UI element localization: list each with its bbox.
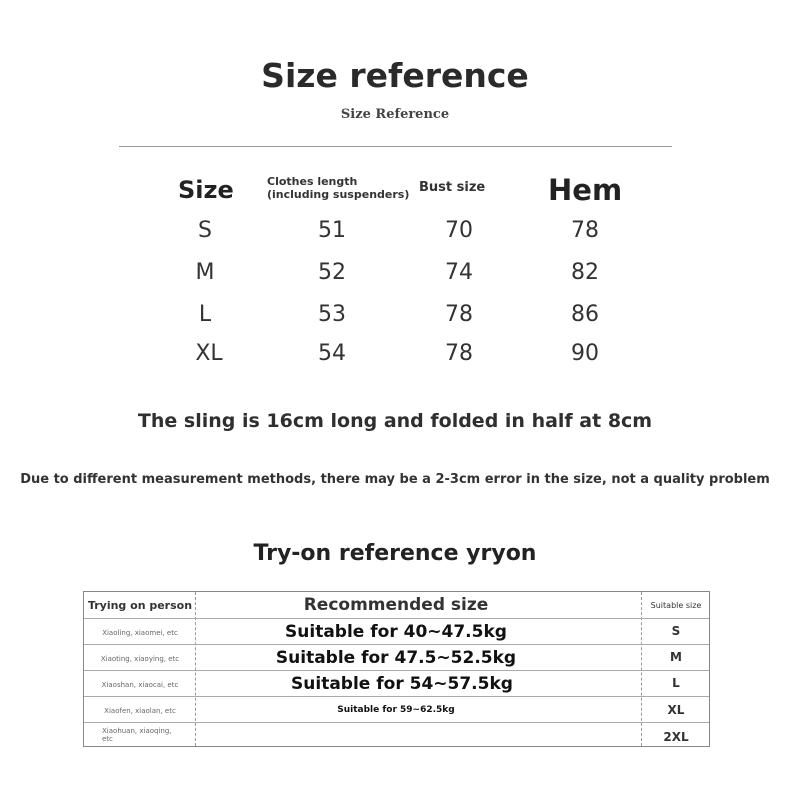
suitable-size: L: [672, 676, 680, 690]
cell-length: 52: [318, 260, 346, 285]
header-clothes-length: Clothes length (including suspenders): [267, 175, 410, 201]
header-suitable-size: Suitable size: [650, 601, 702, 610]
header-hem: Hem: [548, 173, 623, 207]
cell-hem: 78: [571, 218, 599, 243]
recommended-size: Suitable for 54~57.5kg: [291, 674, 513, 694]
recommended-size: Suitable for 59~62.5kg: [337, 705, 455, 715]
row-divider: [84, 670, 709, 671]
row-divider: [84, 644, 709, 645]
header-recommended-size: Recommended size: [303, 595, 489, 615]
cell-bust: 74: [445, 260, 473, 285]
header-size: Size: [178, 176, 234, 204]
cell-size: L: [198, 302, 212, 327]
cell-hem: 86: [571, 302, 599, 327]
sling-note: The sling is 16cm long and folded in half at 8cm: [137, 410, 653, 432]
header-trying-on-person: Trying on person: [87, 599, 193, 612]
cell-size: S: [198, 218, 212, 243]
trying-on-person: Xiaoshan, xiaocai, etc: [101, 681, 179, 689]
suitable-size: XL: [667, 703, 685, 717]
recommended-size: Suitable for 40~47.5kg: [285, 622, 507, 642]
trying-on-person: Xiaofen, xiaolan, etc: [104, 707, 176, 715]
measurement-note: Due to different measurement methods, there may be a 2-3cm error in the size, not a quality problem: [20, 472, 770, 487]
suitable-size: S: [671, 624, 681, 638]
recommended-size: Suitable for 47.5~52.5kg: [275, 648, 517, 668]
cell-length: 51: [318, 218, 346, 243]
suitable-size: M: [670, 650, 682, 664]
trying-on-person: Xiaoting, xiaoying, etc: [100, 655, 180, 663]
row-divider: [84, 722, 709, 723]
trying-on-person: Xiaoling, xiaomei, etc: [102, 629, 178, 637]
cell-bust: 78: [445, 302, 473, 327]
header-bust-size: Bust size: [419, 180, 486, 195]
trying-on-person: Xiaohuan, xiaoqing, etc: [102, 727, 172, 743]
divider: [119, 146, 672, 147]
cell-length: 53: [318, 302, 346, 327]
suitable-size: 2XL: [663, 730, 689, 744]
cell-bust: 78: [445, 341, 473, 366]
cell-length: 54: [318, 341, 346, 366]
cell-hem: 82: [571, 260, 599, 285]
page-title: Size reference: [261, 56, 529, 95]
cell-hem: 90: [571, 341, 599, 366]
cell-size: M: [195, 260, 215, 285]
tryon-title: Try-on reference yryon: [253, 541, 537, 566]
cell-size: XL: [195, 341, 223, 366]
row-divider: [84, 696, 709, 697]
row-divider: [84, 618, 709, 619]
tryon-table: [83, 591, 710, 747]
page-subtitle: Size Reference: [340, 107, 450, 122]
cell-bust: 70: [445, 218, 473, 243]
